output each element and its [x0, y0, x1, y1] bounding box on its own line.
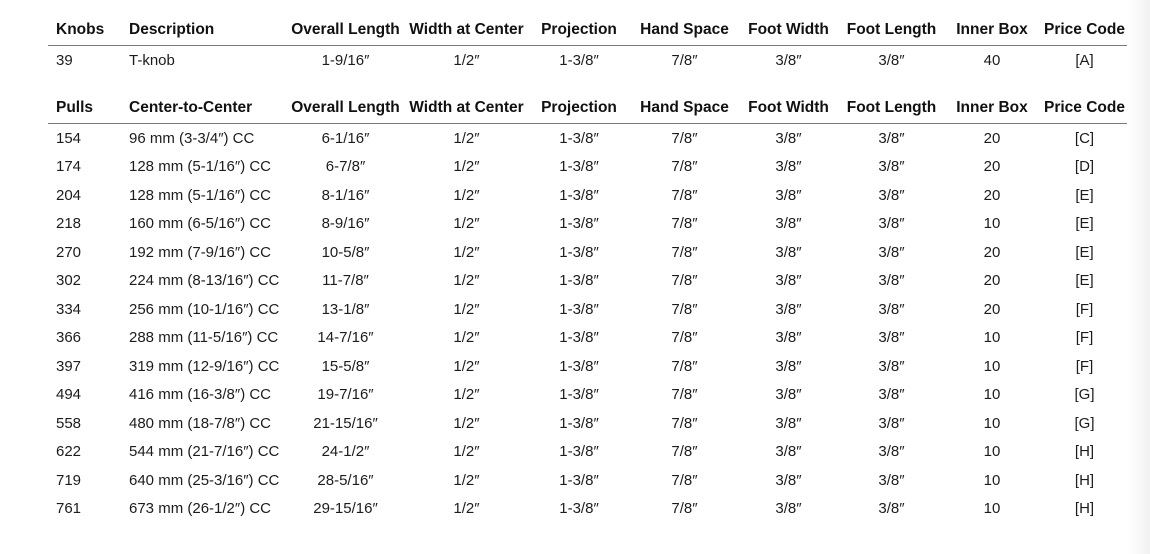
column-header-hand-space: Hand Space	[633, 92, 736, 124]
cell-projection: 1-3/8″	[559, 357, 599, 375]
cell-id: 366	[56, 329, 82, 347]
cell-foot-length: 3/8″	[878, 272, 905, 290]
cell-price-code: [E]	[1075, 215, 1094, 233]
column-header-id: Knobs	[48, 14, 121, 46]
cell-overall-length: 6-1/16″	[321, 129, 370, 147]
cell-foot-width: 3/8″	[775, 386, 802, 404]
cell-overall-length: 8-1/16″	[321, 186, 370, 204]
cell-width-at-center: 1/2″	[453, 300, 480, 318]
table-row	[48, 46, 1127, 76]
cell-id: 494	[56, 386, 82, 404]
cell-width-at-center: 1/2″	[453, 52, 480, 69]
cell-foot-width: 3/8″	[775, 357, 802, 375]
cell-description: 319 mm (12-9/16″) CC	[129, 357, 280, 375]
cell-foot-width: 3/8″	[775, 500, 802, 518]
cell-price-code: [F]	[1075, 329, 1094, 347]
cell-description: 544 mm (21-7/16″) CC	[129, 443, 280, 461]
column-header-foot-width: Foot Width	[736, 14, 841, 46]
cell-hand-space: 7/8″	[671, 215, 698, 233]
cell-inner-box: 20	[983, 300, 1001, 318]
cell-id: 154	[56, 129, 82, 147]
cell-description: 128 mm (5-1/16″) CC	[129, 158, 272, 176]
cell-overall-length: 24-1/2″	[321, 443, 370, 461]
cell-width-at-center: 1/2″	[453, 414, 480, 432]
column-header-foot-length: Foot Length	[841, 92, 942, 124]
cell-width-at-center: 1/2″	[453, 272, 480, 290]
cell-description: 96 mm (3-3/4″) CC	[129, 129, 255, 147]
cell-description: 673 mm (26-1/2″) CC	[129, 500, 272, 518]
cell-projection: 1-3/8″	[559, 158, 599, 176]
cell-width-at-center: 1/2″	[453, 357, 480, 375]
cell-inner-box: 10	[983, 471, 1001, 489]
cell-hand-space: 7/8″	[671, 414, 698, 432]
cell-foot-width: 3/8″	[775, 243, 802, 261]
cell-width-at-center: 1/2″	[453, 243, 480, 261]
cell-overall-length: 1-9/16″	[321, 52, 370, 69]
cell-hand-space: 7/8″	[671, 300, 698, 318]
column-header-hand-space: Hand Space	[633, 14, 736, 46]
cell-foot-width: 3/8″	[775, 471, 802, 489]
cell-hand-space: 7/8″	[671, 500, 698, 518]
cell-overall-length: 15-5/8″	[321, 357, 370, 375]
cell-foot-length: 3/8″	[878, 500, 905, 518]
column-header-width-at-center: Width at Center	[408, 92, 525, 124]
column-header-description: Center-to-Center	[121, 92, 283, 124]
cell-projection: 1-3/8″	[559, 272, 599, 290]
cell-overall-length: 8-9/16″	[321, 215, 370, 233]
table-row	[48, 124, 1127, 153]
table-row	[48, 466, 1127, 495]
cell-hand-space: 7/8″	[671, 386, 698, 404]
cell-foot-width: 3/8″	[775, 158, 802, 176]
cell-foot-length: 3/8″	[878, 329, 905, 347]
page-edge-shadow	[1128, 0, 1150, 554]
column-header-foot-length: Foot Length	[841, 14, 942, 46]
column-header-inner-box: Inner Box	[942, 14, 1042, 46]
cell-id: 218	[56, 215, 82, 233]
cell-foot-length: 3/8″	[878, 471, 905, 489]
cell-foot-length: 3/8″	[878, 186, 905, 204]
cell-id: 622	[56, 443, 82, 461]
cell-description: 640 mm (25-3/16″) CC	[129, 471, 280, 489]
cell-description: 256 mm (10-1/16″) CC	[129, 300, 280, 318]
column-header-width-at-center: Width at Center	[408, 14, 525, 46]
cell-projection: 1-3/8″	[559, 215, 599, 233]
cell-projection: 1-3/8″	[559, 186, 599, 204]
cell-price-code: [G]	[1074, 414, 1095, 432]
cell-overall-length: 28-5/16″	[317, 471, 374, 489]
pulls-table-header	[48, 92, 1127, 124]
header-row	[48, 14, 1127, 46]
cell-foot-length: 3/8″	[878, 215, 905, 233]
cell-foot-length: 3/8″	[878, 52, 905, 69]
cell-foot-width: 3/8″	[775, 129, 802, 147]
cell-price-code: [E]	[1075, 272, 1094, 290]
cell-projection: 1-3/8″	[559, 386, 599, 404]
cell-hand-space: 7/8″	[671, 52, 698, 69]
cell-overall-length: 10-5/8″	[321, 243, 370, 261]
cell-description: 128 mm (5-1/16″) CC	[129, 186, 272, 204]
cell-price-code: [E]	[1075, 243, 1094, 261]
cell-id: 270	[56, 243, 82, 261]
cell-price-code: [F]	[1075, 300, 1094, 318]
cell-foot-length: 3/8″	[878, 243, 905, 261]
column-header-description: Description	[121, 14, 283, 46]
pulls-table	[48, 92, 1127, 523]
table-row	[48, 295, 1127, 324]
cell-hand-space: 7/8″	[671, 329, 698, 347]
cell-price-code: [H]	[1074, 443, 1095, 461]
cell-foot-width: 3/8″	[775, 52, 802, 69]
cell-width-at-center: 1/2″	[453, 186, 480, 204]
cell-projection: 1-3/8″	[559, 414, 599, 432]
knobs-table-body	[48, 46, 1127, 76]
table-row	[48, 267, 1127, 296]
cell-inner-box: 20	[983, 243, 1001, 261]
cell-id: 761	[56, 500, 82, 518]
cell-projection: 1-3/8″	[559, 443, 599, 461]
cell-overall-length: 11-7/8″	[322, 272, 369, 290]
cell-inner-box: 10	[983, 386, 1001, 404]
column-header-id: Pulls	[48, 92, 121, 124]
cell-id: 558	[56, 414, 82, 432]
cell-overall-length: 29-15/16″	[313, 500, 378, 518]
cell-inner-box: 20	[983, 129, 1001, 147]
cell-inner-box: 40	[983, 52, 1001, 69]
cell-id: 302	[56, 272, 82, 290]
cell-width-at-center: 1/2″	[453, 129, 480, 147]
cell-overall-length: 21-15/16″	[313, 414, 378, 432]
cell-width-at-center: 1/2″	[453, 443, 480, 461]
cell-description: 416 mm (16-3/8″) CC	[129, 386, 272, 404]
cell-price-code: [A]	[1075, 52, 1094, 69]
cell-foot-width: 3/8″	[775, 186, 802, 204]
cell-description: 480 mm (18-7/8″) CC	[129, 414, 272, 432]
column-header-overall-length: Overall Length	[283, 14, 408, 46]
cell-inner-box: 10	[983, 329, 1001, 347]
cell-foot-width: 3/8″	[775, 414, 802, 432]
cell-overall-length: 19-7/16″	[317, 386, 374, 404]
cell-width-at-center: 1/2″	[453, 215, 480, 233]
table-row	[48, 381, 1127, 410]
cell-price-code: [F]	[1075, 357, 1094, 375]
cell-foot-width: 3/8″	[775, 272, 802, 290]
table-row	[48, 324, 1127, 353]
cell-foot-width: 3/8″	[775, 215, 802, 233]
cell-foot-width: 3/8″	[775, 300, 802, 318]
column-header-projection: Projection	[525, 92, 633, 124]
table-row	[48, 352, 1127, 381]
cell-foot-length: 3/8″	[878, 158, 905, 176]
cell-projection: 1-3/8″	[559, 471, 599, 489]
cell-hand-space: 7/8″	[671, 471, 698, 489]
cell-foot-length: 3/8″	[878, 300, 905, 318]
cell-description: 224 mm (8-13/16″) CC	[129, 272, 280, 290]
cell-inner-box: 10	[983, 215, 1001, 233]
column-header-projection: Projection	[525, 14, 633, 46]
table-row	[48, 181, 1127, 210]
cell-id: 334	[56, 300, 82, 318]
table-row	[48, 210, 1127, 239]
cell-price-code: [C]	[1074, 129, 1095, 147]
cell-width-at-center: 1/2″	[453, 386, 480, 404]
cell-description: T-knob	[129, 52, 175, 69]
cell-hand-space: 7/8″	[671, 186, 698, 204]
cell-inner-box: 20	[983, 272, 1001, 290]
cell-overall-length: 13-1/8″	[321, 300, 370, 318]
column-header-overall-length: Overall Length	[283, 92, 408, 124]
cell-inner-box: 10	[983, 500, 1001, 518]
pulls-table-body	[48, 124, 1127, 524]
cell-foot-width: 3/8″	[775, 443, 802, 461]
cell-inner-box: 20	[983, 186, 1001, 204]
cell-description: 160 mm (6-5/16″) CC	[129, 215, 272, 233]
cell-projection: 1-3/8″	[559, 300, 599, 318]
cell-id: 174	[56, 158, 82, 176]
cell-width-at-center: 1/2″	[453, 500, 480, 518]
cell-price-code: [E]	[1075, 186, 1094, 204]
cell-foot-length: 3/8″	[878, 443, 905, 461]
cell-projection: 1-3/8″	[559, 52, 599, 69]
cell-foot-length: 3/8″	[878, 357, 905, 375]
table-row	[48, 438, 1127, 467]
table-row	[48, 153, 1127, 182]
cell-description: 192 mm (7-9/16″) CC	[129, 243, 272, 261]
cell-overall-length: 6-7/8″	[325, 158, 366, 176]
cell-id: 204	[56, 186, 82, 204]
cell-projection: 1-3/8″	[559, 243, 599, 261]
cell-inner-box: 10	[983, 357, 1001, 375]
knobs-table	[48, 14, 1127, 75]
cell-width-at-center: 1/2″	[453, 471, 480, 489]
cell-price-code: [H]	[1074, 500, 1095, 518]
column-header-inner-box: Inner Box	[942, 92, 1042, 124]
cell-projection: 1-3/8″	[559, 129, 599, 147]
cell-foot-width: 3/8″	[775, 329, 802, 347]
cell-hand-space: 7/8″	[671, 243, 698, 261]
cell-inner-box: 10	[983, 443, 1001, 461]
column-header-price-code: Price Code	[1042, 92, 1127, 124]
cell-projection: 1-3/8″	[559, 329, 599, 347]
cell-inner-box: 20	[983, 158, 1001, 176]
cell-inner-box: 10	[983, 414, 1001, 432]
cell-hand-space: 7/8″	[671, 272, 698, 290]
cell-width-at-center: 1/2″	[453, 329, 480, 347]
cell-id: 397	[56, 357, 82, 375]
cell-id: 719	[56, 471, 82, 489]
cell-projection: 1-3/8″	[559, 500, 599, 518]
cell-foot-length: 3/8″	[878, 129, 905, 147]
cell-price-code: [H]	[1074, 471, 1095, 489]
table-row	[48, 238, 1127, 267]
table-row	[48, 409, 1127, 438]
cell-foot-length: 3/8″	[878, 414, 905, 432]
cell-price-code: [G]	[1074, 386, 1095, 404]
cell-id: 39	[56, 52, 73, 69]
cell-hand-space: 7/8″	[671, 357, 698, 375]
cell-foot-length: 3/8″	[878, 386, 905, 404]
cell-hand-space: 7/8″	[671, 129, 698, 147]
cell-hand-space: 7/8″	[671, 443, 698, 461]
column-header-foot-width: Foot Width	[736, 92, 841, 124]
cell-overall-length: 14-7/16″	[317, 329, 374, 347]
cell-hand-space: 7/8″	[671, 158, 698, 176]
table-row	[48, 495, 1127, 524]
cell-price-code: [D]	[1074, 158, 1095, 176]
cell-description: 288 mm (11-5/16″) CC	[129, 329, 279, 347]
header-row	[48, 92, 1127, 124]
cell-width-at-center: 1/2″	[453, 158, 480, 176]
knobs-table-header	[48, 14, 1127, 46]
column-header-price-code: Price Code	[1042, 14, 1127, 46]
